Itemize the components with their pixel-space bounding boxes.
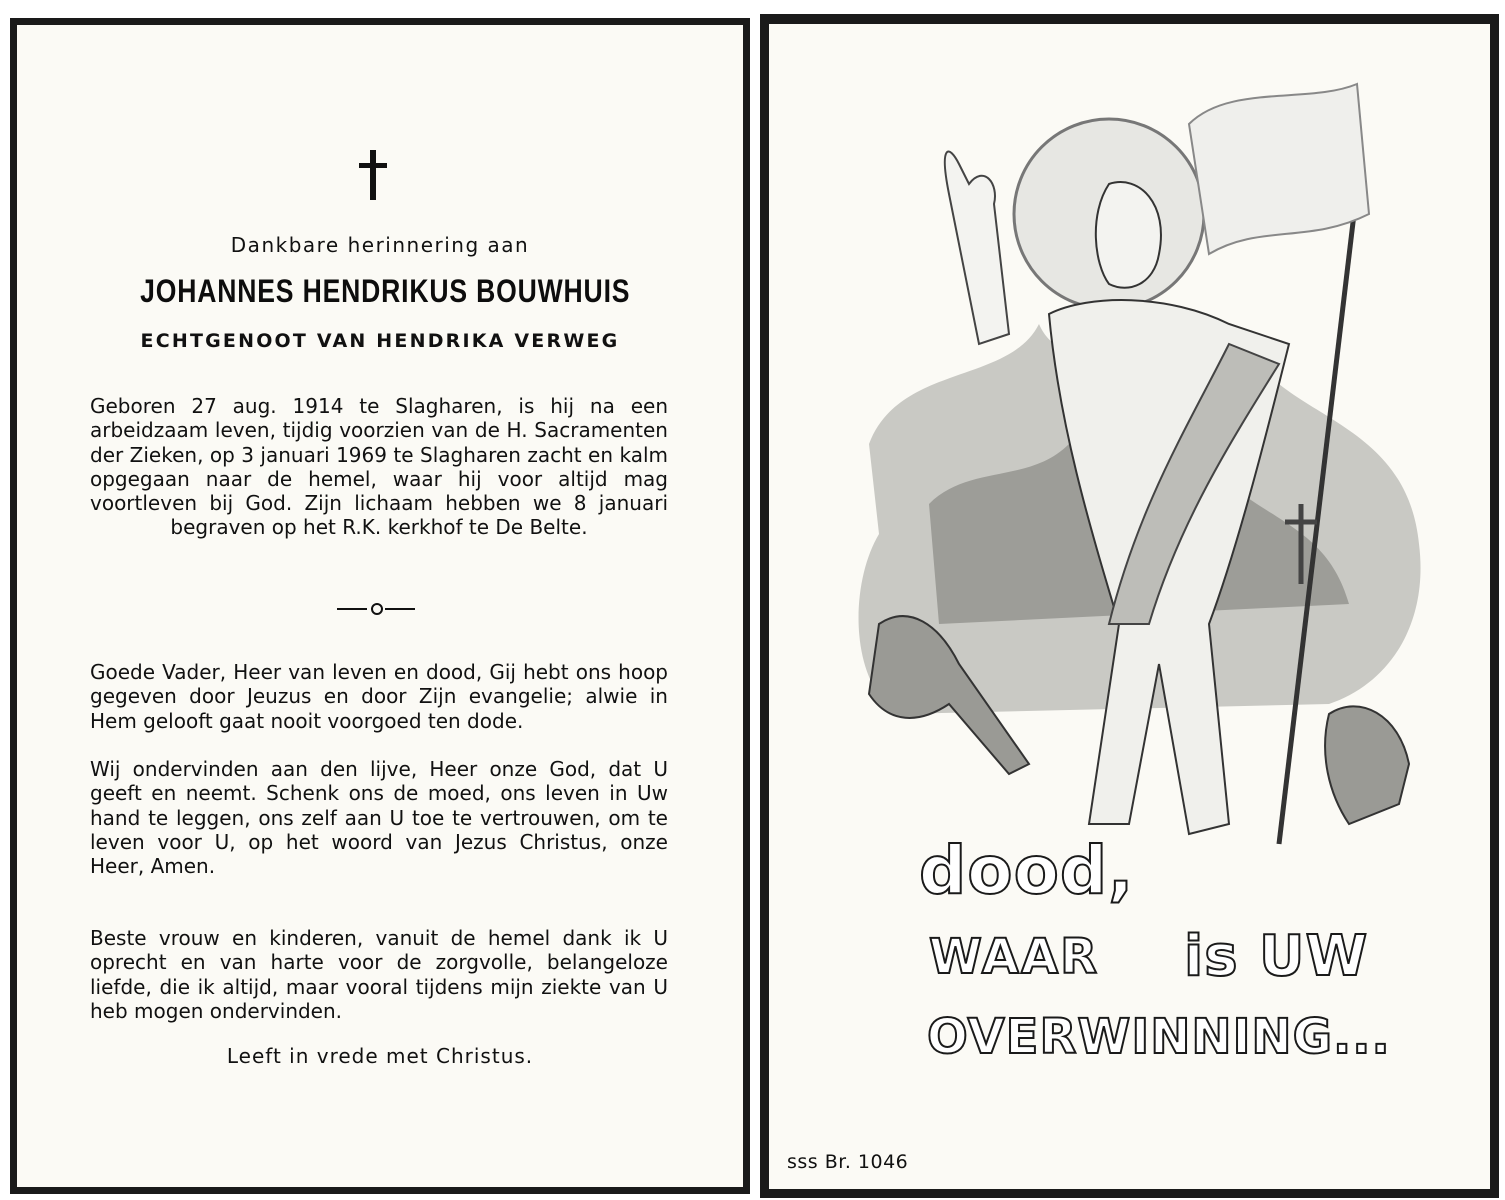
spouse-line: ECHTGENOOT VAN HENDRIKA VERWEG [140,330,620,352]
motto-line-3: OVERWINNING... [927,1009,1391,1065]
deceased-name: JOHANNES HENDRIKUS BOUWHUIS [140,273,631,309]
motto-line-1: dood, [919,832,1135,909]
farewell-paragraph: Beste vrouw en kinderen, vanuit de hemel dank ik U oprecht en van harte voor de zorgvolle, belangeloze liefde, die ik altijd, maar vooral tijdens mijn ziekte van U heb mogen ondervinden. [90,926,668,1023]
cross-icon [359,150,387,200]
prayer-paragraph-1: Goede Vader, Heer van leven en dood, Gij hebt ons hoop gegeven door Jeuzus en door Zijn evangelie; alwie in Hem gelooft gaat nooit voorgoed ten dode. [90,660,668,733]
motto-line-2a: WAAR [929,929,1100,985]
soldier-right [1325,706,1409,824]
printer-code: sss Br. 1046 [787,1151,909,1173]
christ-head [1096,182,1161,288]
closing-line: Leeft in vrede met Christus. [226,1044,534,1068]
banner-flag [1189,84,1369,254]
biography-paragraph: Geboren 27 aug. 1914 te Slagharen, is hij na een arbeidzaam leven, tijdig voorzien van de H. Sacramenten der Zieken, op 3 januari 1969 te Slagharen zacht en kalm opgegaan naar de hemel, waar hij voor altijd mag voortleven bij God. Zijn lichaam hebben we 8 januari begraven op het R.K. kerkhof te De Belte. [90,394,668,540]
divider-ornament [337,599,417,619]
prayer-paragraph-2: Wij ondervinden aan den lijve, Heer onze God, dat U geeft en neemt. Schenk ons de moed, ons leven in Uw hand te leggen, ons zelf aan U toe te vertrouwen, om te leven voor U, op het woord van Jezus Christus, onze Heer, Amen. [90,757,668,879]
memorial-text-card [10,18,750,1194]
motto-line-2b: is UW [1184,924,1369,989]
raised-arm [945,152,1009,344]
intro-line: Dankbare herinnering aan [230,233,530,257]
resurrection-illustration [809,64,1469,864]
illustration-card [760,14,1499,1198]
